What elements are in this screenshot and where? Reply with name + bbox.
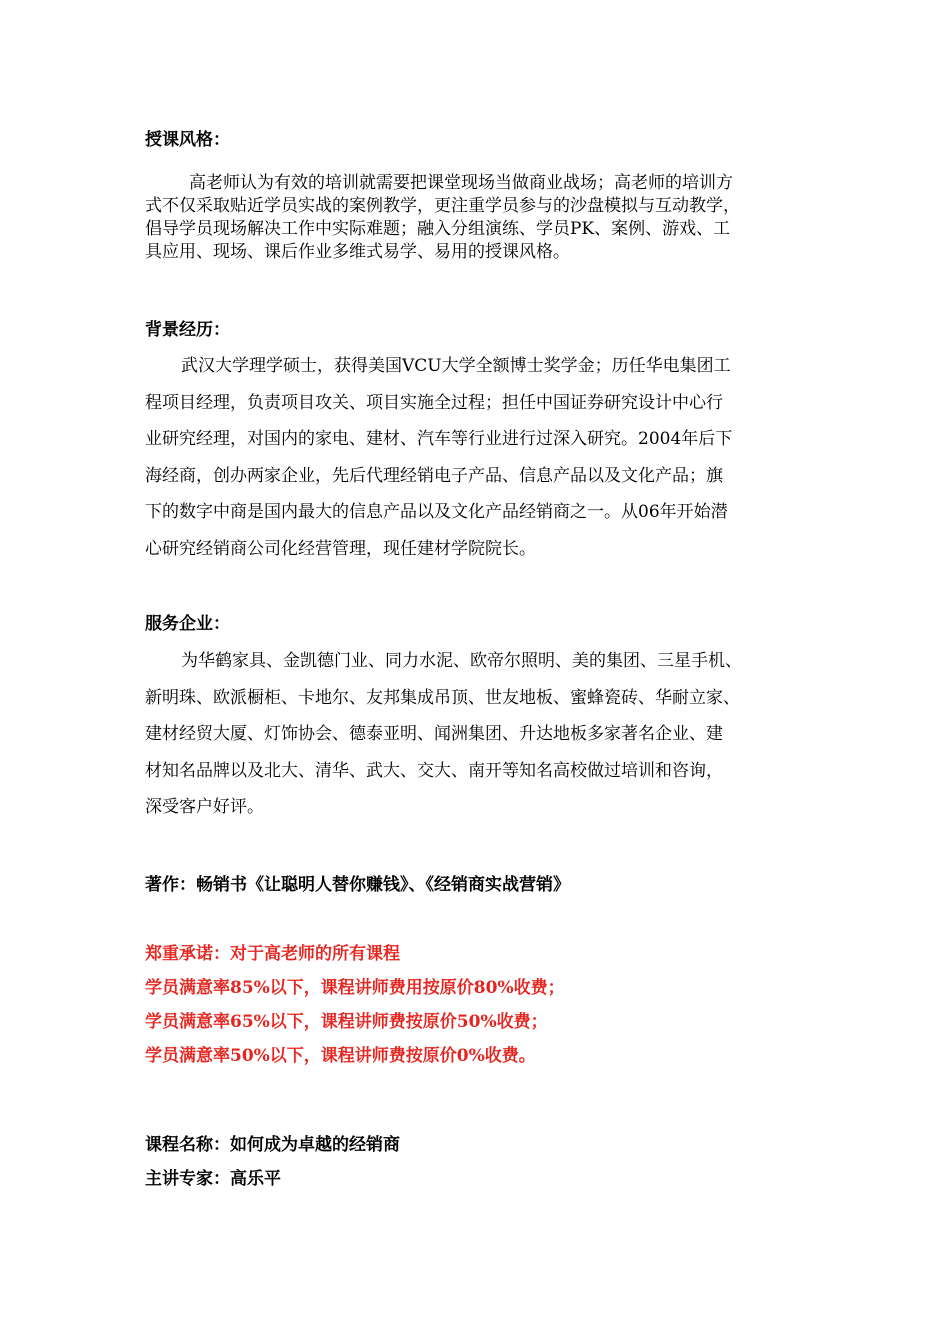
course-name: 课程名称：如何成为卓越的经销商 — [145, 1135, 400, 1155]
background-paragraph — [145, 348, 825, 567]
clients-line: 建材经贸大厦、灯饰协会、德泰亚明、闻洲集团、升达地板多家著名企业、建 — [145, 724, 723, 744]
background-line: 心研究经销商公司化经营管理，现任建材学院院长。 — [145, 538, 536, 559]
teaching-style-heading: 授课风格： — [145, 130, 230, 150]
teaching-style-line: 具应用、现场、课后作业多维式易学、易用的授课风格。 — [145, 242, 570, 262]
promise-block — [145, 937, 825, 1073]
background-heading: 背景经历： — [145, 320, 230, 340]
promise-line: 学员满意率50%以下，课程讲师费按原价0%收费。 — [145, 1046, 536, 1066]
background-line: 武汉大学理学硕士，获得美国VCU大学全额博士奖学金；历任华电集团工 — [181, 356, 731, 376]
background-line: 海经商，创办两家企业，先后代理经销电子产品、信息产品以及文化产品；旗 — [145, 465, 723, 486]
clients-paragraph — [145, 643, 825, 826]
clients-line: 深受客户好评。 — [145, 797, 264, 817]
background-line: 程项目经理，负责项目攻关、项目实施全过程；担任中国证券研究设计中心行 — [145, 392, 723, 413]
works-line: 著作：畅销书《让聪明人替你赚钱》、《经销商实战营销》 — [145, 875, 570, 895]
course-info — [145, 1128, 825, 1196]
clients-line: 为华鹤家具、金凯德门业、同力水泥、欧帝尔照明、美的集团、三星手机、 — [181, 651, 742, 671]
promise-line: 学员满意率65%以下，课程讲师费按原价50%收费； — [145, 1012, 548, 1032]
background-line: 业研究经理，对国内的家电、建材、汽车等行业进行过深入研究。2004年后下 — [145, 429, 733, 449]
clients-line: 材知名品牌以及北大、清华、武大、交大、南开等知名高校做过培训和咨询， — [145, 760, 723, 781]
background-line: 下的数字中商是国内最大的信息产品以及文化产品经销商之一。从06年开始潜 — [145, 502, 728, 522]
course-expert: 主讲专家：高乐平 — [145, 1169, 281, 1189]
clients-heading: 服务企业： — [145, 614, 230, 634]
teaching-style-line: 式不仅采取贴近学员实战的案例教学，更注重学员参与的沙盘模拟与互动教学， — [145, 196, 740, 216]
teaching-style-line: 高老师认为有效的培训就需要把课堂现场当做商业战场；高老师的培训方 — [189, 173, 733, 193]
promise-line: 学员满意率85%以下，课程讲师费用按原价80%收费； — [145, 978, 565, 998]
teaching-style-line: 倡导学员现场解决工作中实际难题；融入分组演练、学员PK、案例、游戏、工 — [145, 219, 731, 239]
teaching-style-paragraph — [145, 172, 825, 264]
promise-title: 郑重承诺：对于高老师的所有课程 — [145, 944, 400, 964]
clients-line: 新明珠、欧派橱柜、卡地尔、友邦集成吊顶、世友地板、蜜蜂瓷砖、华耐立家、 — [145, 687, 740, 708]
